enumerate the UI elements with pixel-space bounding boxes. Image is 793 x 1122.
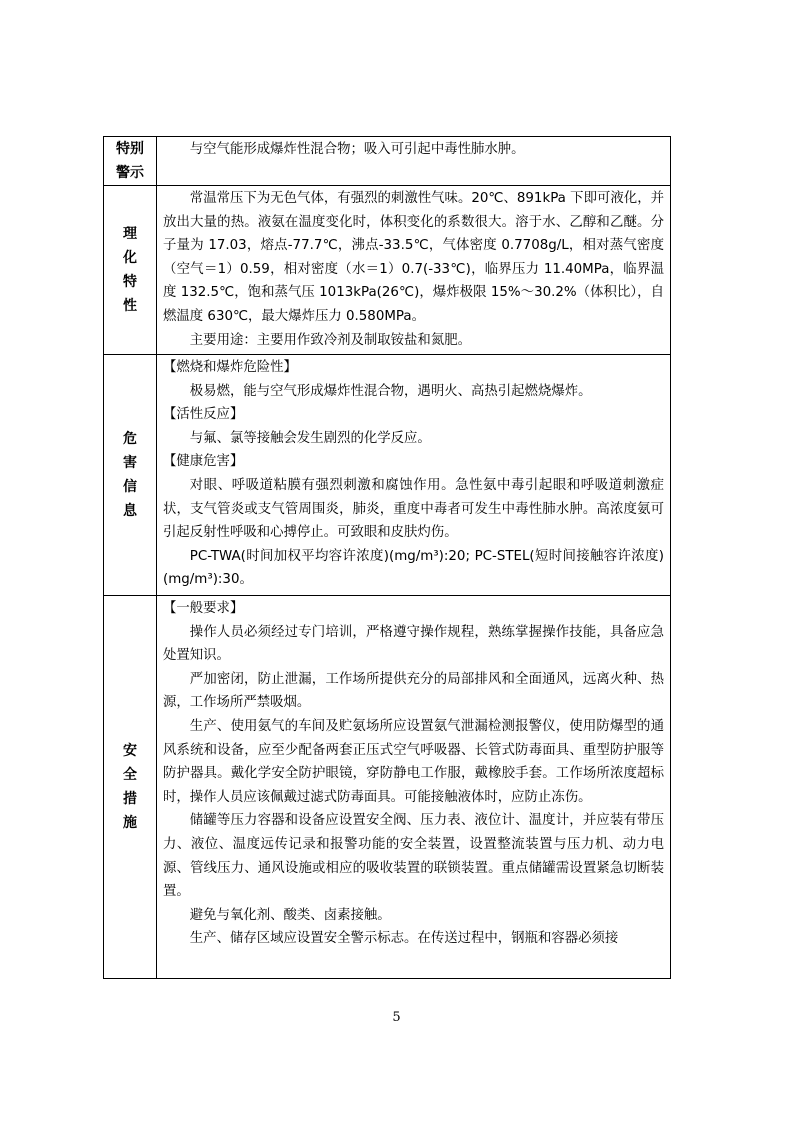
label-line: 警示 [116, 165, 144, 181]
content-safety-measures [157, 596, 671, 979]
paragraph: 主要用途：主要用作致冷剂及制取铵盐和氮肥。 [189, 332, 471, 348]
label-line: 化 [123, 250, 137, 266]
section-heading: 【健康危害】 [163, 454, 244, 470]
paragraph: 生产、储存区域应设置安全警示标志。在传送过程中，钢瓶和容器必须接 [189, 931, 619, 947]
label-line: 危 [123, 431, 137, 447]
paragraph: 常温常压下为无色气体，有强烈的刺激性气味。20℃、891kPa 下即可液化，并放出大量的热。液氨在温度变化时，体积变化的系数很大。溶于水、乙醇和乙醚。分子量为 17.03，熔点-77.7℃，沸点-33.5℃，气体密度 0.7708g/L，相对蒸气密度（空气＝1）0.59，相对密度（水＝1）0.7(-33℃)，临界压力 11.40MPa，临界温度 132.5℃，饱和蒸气压 1013kPa(26℃)，爆炸极限 15%～30.2%（体积比），自燃温度 630℃，最大爆炸压力 0.580MPa。 [163, 191, 664, 324]
paragraph: 与氟、氯等接触会发生剧烈的化学反应。 [189, 430, 431, 446]
label-line: 措 [123, 791, 137, 807]
section-heading: 【一般要求】 [163, 601, 244, 616]
row-hazard-info [104, 355, 671, 596]
label-safety-measures [104, 596, 157, 979]
paragraph: PC-TWA(时间加权平均容许浓度)(mg/m³):20; PC-STEL(短时间接触容许浓度)(mg/m³):30。 [163, 548, 664, 588]
label-special-warning [104, 137, 157, 186]
chemical-info-table [103, 136, 671, 979]
paragraph: 生产、使用氨气的车间及贮氨场所应设置氨气泄漏检测报警仪，使用防爆型的通风系统和设备，应至少配备两套正压式空气呼吸器、长管式防毒面具、重型防护服等防护器具。戴化学安全防护眼镜，穿防静电工作服，戴橡胶手套。工作场所浓度超标时，操作人员应该佩戴过滤式防毒面具。可能接触液体时，应防止冻伤。 [163, 718, 664, 805]
content-physical-properties [157, 186, 671, 355]
paragraph: 极易燃，能与空气形成爆炸性混合物，遇明火、高热引起燃烧爆炸。 [189, 383, 592, 399]
label-line: 特 [123, 274, 137, 290]
paragraph: 避免与氧化剂、酸类、卤素接触。 [189, 907, 391, 923]
label-line: 性 [123, 298, 137, 314]
row-special-warning [104, 137, 671, 186]
paragraph: 严加密闭，防止泄漏，工作场所提供充分的局部排风和全面通风，远离火种、热源，工作场所严禁吸烟。 [163, 671, 664, 711]
section-heading: 【活性反应】 [163, 407, 244, 423]
row-physical-properties [104, 186, 671, 355]
paragraph: 储罐等压力容器和设备应设置安全阀、压力表、液位计、温度计，并应装有带压力、液位、温度远传记录和报警功能的安全装置，设置整流装置与压力机、动力电源、管线压力、通风设施或相应的吸收装置的联锁装置。重点储罐需设置紧急切断装置。 [163, 813, 664, 900]
row-safety-measures [104, 596, 671, 979]
label-line: 特别 [116, 141, 144, 157]
content-hazard-info [157, 355, 671, 596]
paragraph: 对眼、呼吸道粘膜有强烈刺激和腐蚀作用。急性氨中毒引起眼和呼吸道刺激症状，支气管炎或支气管周围炎，肺炎，重度中毒者可发生中毒性肺水肿。高浓度氨可引起反射性呼吸和心搏停止。可致眼和皮肤灼伤。 [163, 477, 664, 541]
label-line: 害 [123, 455, 137, 471]
paragraph: 与空气能形成爆炸性混合物；吸入可引起中毒性肺水肿。 [189, 142, 525, 157]
label-line: 息 [123, 503, 137, 519]
page-number: 5 [392, 1010, 401, 1025]
section-heading: 【燃烧和爆炸危险性】 [163, 360, 297, 375]
label-physical-properties [104, 186, 157, 355]
label-line: 信 [123, 479, 137, 495]
label-hazard-info [104, 355, 157, 596]
paragraph: 操作人员必须经过专门培训，严格遵守操作规程，熟练掌握操作技能，具备应急处置知识。 [163, 624, 664, 664]
label-line: 施 [123, 815, 137, 831]
label-line: 安 [123, 743, 137, 759]
content-special-warning [157, 137, 671, 186]
label-line: 理 [123, 226, 137, 242]
label-line: 全 [123, 767, 137, 783]
